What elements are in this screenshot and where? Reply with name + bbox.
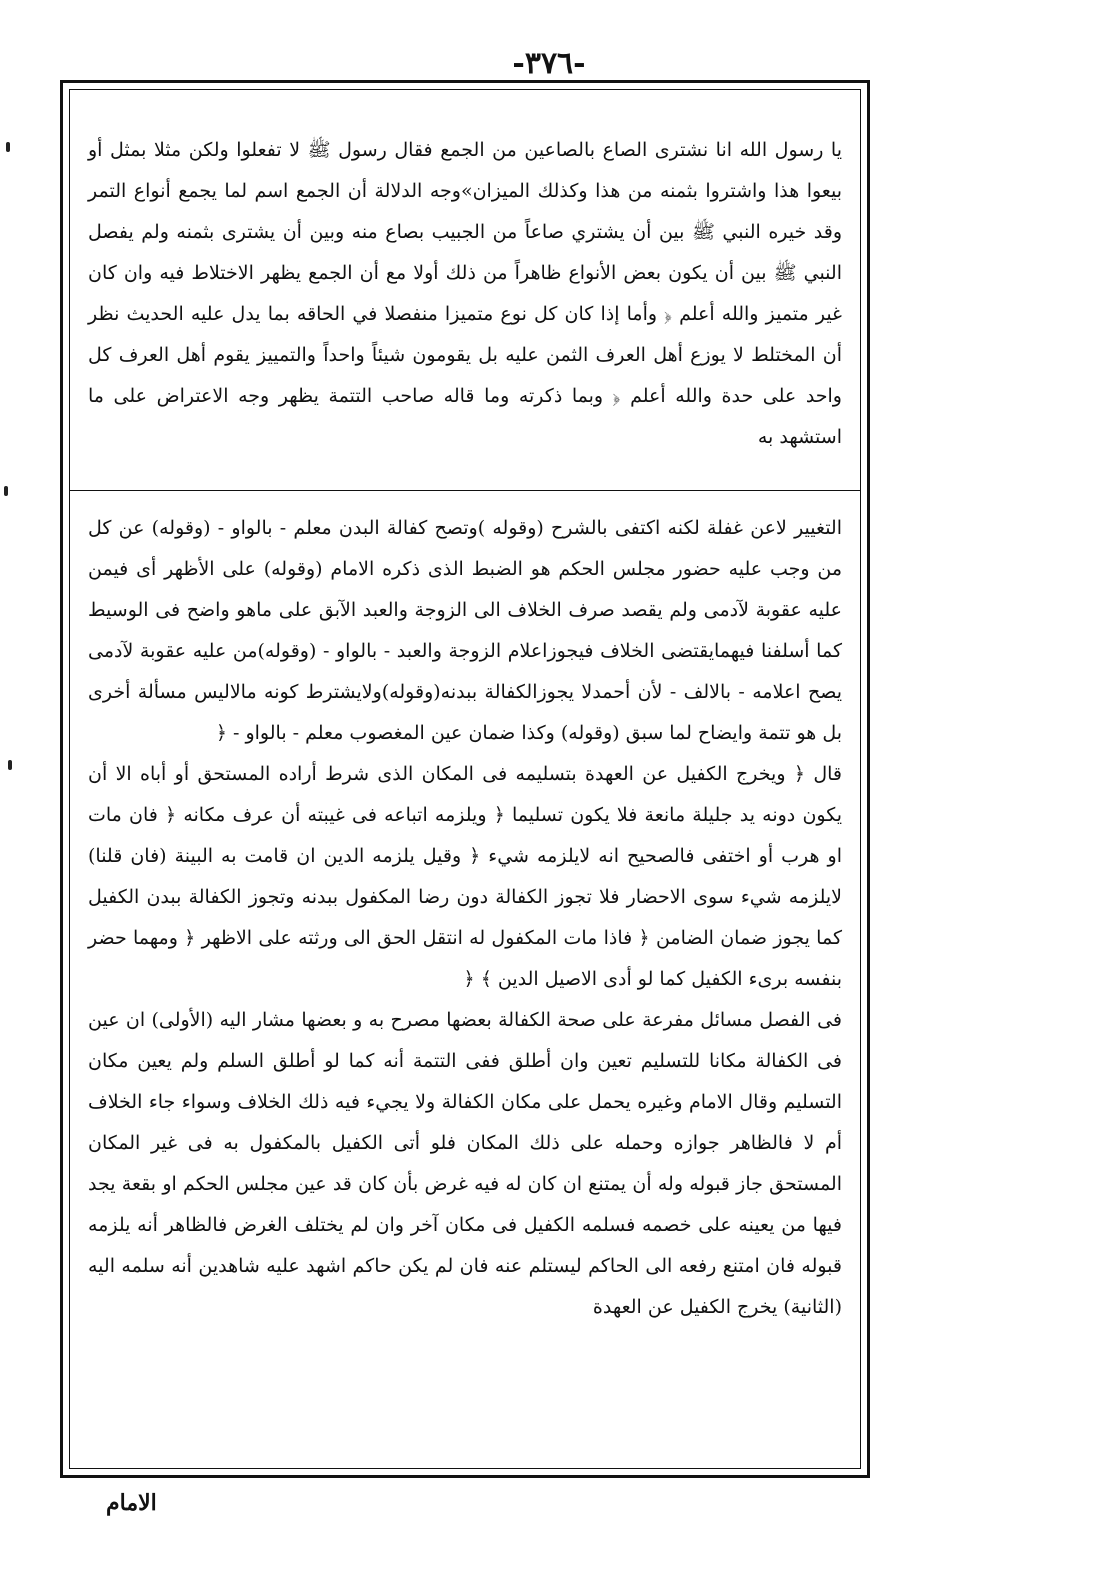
page-frame <box>60 80 870 1478</box>
catchword: الامام <box>106 1490 157 1516</box>
commentary-paragraph: قال ﴿ ويخرج الكفيل عن العهدة بتسليمه فى المكان الذى شرط أراده المستحق أو أباه الا أن يكون دونه يد جليلة مانعة فلا يكون تسليما ﴿ ويلزمه اتباعه فى غيبته أن عرف مكانه ﴿ فان مات او هرب أو اختفى فالصحيح انه لايلزمه شيء ﴿ وقيل يلزمه الدين ان قامت به البينة (فان قلنا) لايلزمه شيء سوى الاحضار فلا تجوز الكفالة دون رضا المكفول ببدنه وتجوز الكفالة ببدن الكفيل كما يجوز ضمان الضامن ﴿ فاذا مات المكفول له انتقل الحق الى ورثته على الاظهر ﴿ ومهما حضر بنفسه برىء الكفيل كما لو أدى الاصيل الدين ﴾ ﴿ <box>88 763 842 990</box>
page-number: -٣٧٦- <box>512 46 586 81</box>
margin-mark <box>8 760 12 770</box>
commentary-text-block <box>70 508 860 1328</box>
main-text-block <box>70 130 860 458</box>
commentary-paragraph: فى الفصل مسائل مفرعة على صحة الكفالة بعضها مصرح به و بعضها مشار اليه (الأولى) ان عين فى الكفالة مكانا للتسليم تعين وان أطلق ففى التتمة أنه كما لو أطلق السلم ولم يعين مكان التسليم وقال الامام وغيره يحمل على مكان الكفالة ولا يجيء فيه ذلك الخلاف وسواء جاء الخلاف أم لا فالظاهر جوازه وحمله على ذلك المكان فلو أتى الكفيل بالمكفول به فى غير المكان المستحق جاز قبوله وله أن يمتنع ان كان له فيه غرض بأن كان قد عين مجلس الحكم او بقعة يجد فيها من يعينه على خصمه فسلمه الكفيل فى مكان آخر وان لم يختلف الغرض فالظاهر أنه يلزمه قبوله فان امتنع رفعه الى الحاكم ليستلم عنه فان لم يكن حاكم اشهد عليه شاهدين أنه سلمه اليه (الثانية) يخرج الكفيل عن العهدة <box>88 1009 842 1318</box>
frame-inner-border <box>69 89 861 1469</box>
main-paragraph: يا رسول الله انا نشترى الصاع بالصاعين من الجمع فقال رسول ﷺ لا تفعلوا ولكن مثلا بمثل أو بيعوا هذا واشتروا بثمنه من هذا وكذلك الميزان»وجه الدلالة أن الجمع اسم لما يجمع أنواع التمر وقد خيره النبي ﷺ بين أن يشتري صاعاً من الجبيب بصاع منه وبين أن يشترى بثمنه ولم يفصل النبي ﷺ بين أن يكون بعض الأنواع ظاهراً من ذلك أولا مع أن الجمع يظهر الاختلاط فيه وان كان غير متميز والله أعلم ﴿ وأما إذا كان كل نوع متميزا منفصلا في الحاقه بما يدل عليه الحديث نظر أن المختلط لا يوزع أهل العرف الثمن عليه بل يقومون شيئاً واحداً والتمييز يقوم أهل العرف كل واحد على حدة والله أعلم ﴿ وبما ذكرته وما قاله صاحب التتمة يظهر وجه الاعتراض على ما استشهد به <box>88 139 842 448</box>
margin-mark <box>4 486 8 496</box>
margin-mark <box>6 142 10 152</box>
commentary-paragraph: التغيير لاعن غفلة لكنه اكتفى بالشرح (وقوله )وتصح كفالة البدن معلم - بالواو - (وقوله) عن كل من وجب عليه حضور مجلس الحكم هو الضبط الذى ذكره الامام (وقوله) على الأظهر أى فيمن عليه عقوبة لآدمى ولم يقصد صرف الخلاف الى الزوجة والعبد الآبق على ماهو واضح فى الوسيط كما أسلفنا فيهمايقتضى الخلاف فيجوزاعلام الزوجة والعبد - بالواو - (وقوله)من عليه عقوبة لآدمى يصح اعلامه - بالالف - لأن أحمدلا يجوزالكفالة ببدنه(وقوله)ولايشترط كونه مالاليس مسألة أخرى بل هو تتمة وايضاح لما سبق (وقوله) وكذا ضمان عين المغصوب معلم - بالواو - ﴿ <box>88 517 842 744</box>
section-divider <box>70 490 860 491</box>
